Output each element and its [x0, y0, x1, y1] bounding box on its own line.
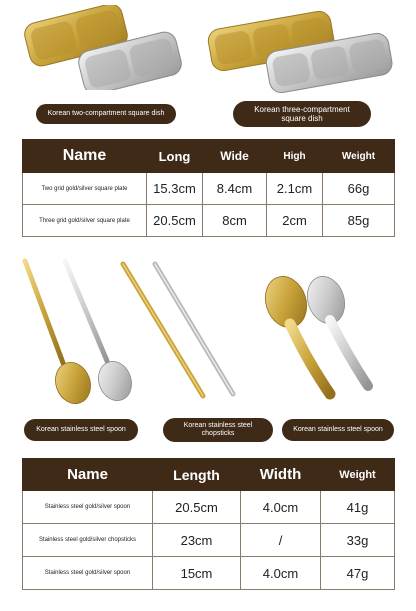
table-row [23, 524, 395, 557]
row-width: 4.0cm [241, 491, 321, 524]
row-width: / [241, 524, 321, 557]
header-long: Long [147, 140, 203, 173]
three-dish-label-line1: Korean three-compartment [254, 105, 350, 114]
row-wide: 8cm [203, 205, 267, 237]
spoon-label: Korean stainless steel spoon [24, 419, 138, 441]
row-name: Stainless steel gold/silver spoon [23, 557, 153, 590]
table-header-row [23, 140, 395, 173]
row-name: Stainless steel gold/silver spoon [23, 491, 153, 524]
row-name: Three grid gold/silver square plate [23, 205, 147, 237]
row-length: 20.5cm [153, 491, 241, 524]
table-row [23, 205, 395, 237]
table-header-row [23, 459, 395, 491]
soup-spoons-image [260, 272, 385, 407]
two-compartment-dish-label: Korean two-compartment square dish [36, 104, 176, 124]
chopsticks-label-line2: chopsticks [201, 430, 235, 437]
silver-chopsticks [155, 264, 233, 394]
header-length: Length [153, 459, 241, 491]
three-compartment-dish-label [233, 101, 371, 127]
gold-chopsticks [123, 264, 203, 396]
table-row [23, 491, 395, 524]
row-weight: 47g [321, 557, 395, 590]
row-wide: 8.4cm [203, 173, 267, 205]
row-length: 23cm [153, 524, 241, 557]
row-width: 4.0cm [241, 557, 321, 590]
chopsticks-image [115, 258, 245, 403]
row-high: 2cm [267, 205, 323, 237]
row-weight: 85g [323, 205, 395, 237]
chopsticks-label-line1: Korean stainless steel [183, 422, 253, 429]
row-long: 20.5cm [147, 205, 203, 237]
table-row [23, 557, 395, 590]
row-weight: 66g [323, 173, 395, 205]
soup-spoon-label: Korean stainless steel spoon [282, 419, 394, 441]
header-width: Width [241, 459, 321, 491]
row-name: Two grid gold/silver square plate [23, 173, 147, 205]
chopsticks-label [163, 418, 273, 442]
row-high: 2.1cm [267, 173, 323, 205]
gold-spoon [25, 261, 96, 409]
three-compartment-dishes-image [205, 2, 400, 94]
header-weight: Weight [321, 459, 395, 491]
dish-spec-table [22, 139, 395, 237]
row-long: 15.3cm [147, 173, 203, 205]
header-wide: Wide [203, 140, 267, 173]
three-dish-label-line2: square dish [281, 114, 323, 123]
header-weight: Weight [323, 140, 395, 173]
table-row [23, 173, 395, 205]
row-length: 15cm [153, 557, 241, 590]
row-weight: 41g [321, 491, 395, 524]
row-weight: 33g [321, 524, 395, 557]
header-name: Name [23, 459, 153, 491]
header-high: High [267, 140, 323, 173]
utensil-spec-table [22, 458, 395, 590]
header-name: Name [23, 140, 147, 173]
two-compartment-dishes-image [20, 5, 185, 90]
row-name: Stainless steel gold/silver chopsticks [23, 524, 153, 557]
